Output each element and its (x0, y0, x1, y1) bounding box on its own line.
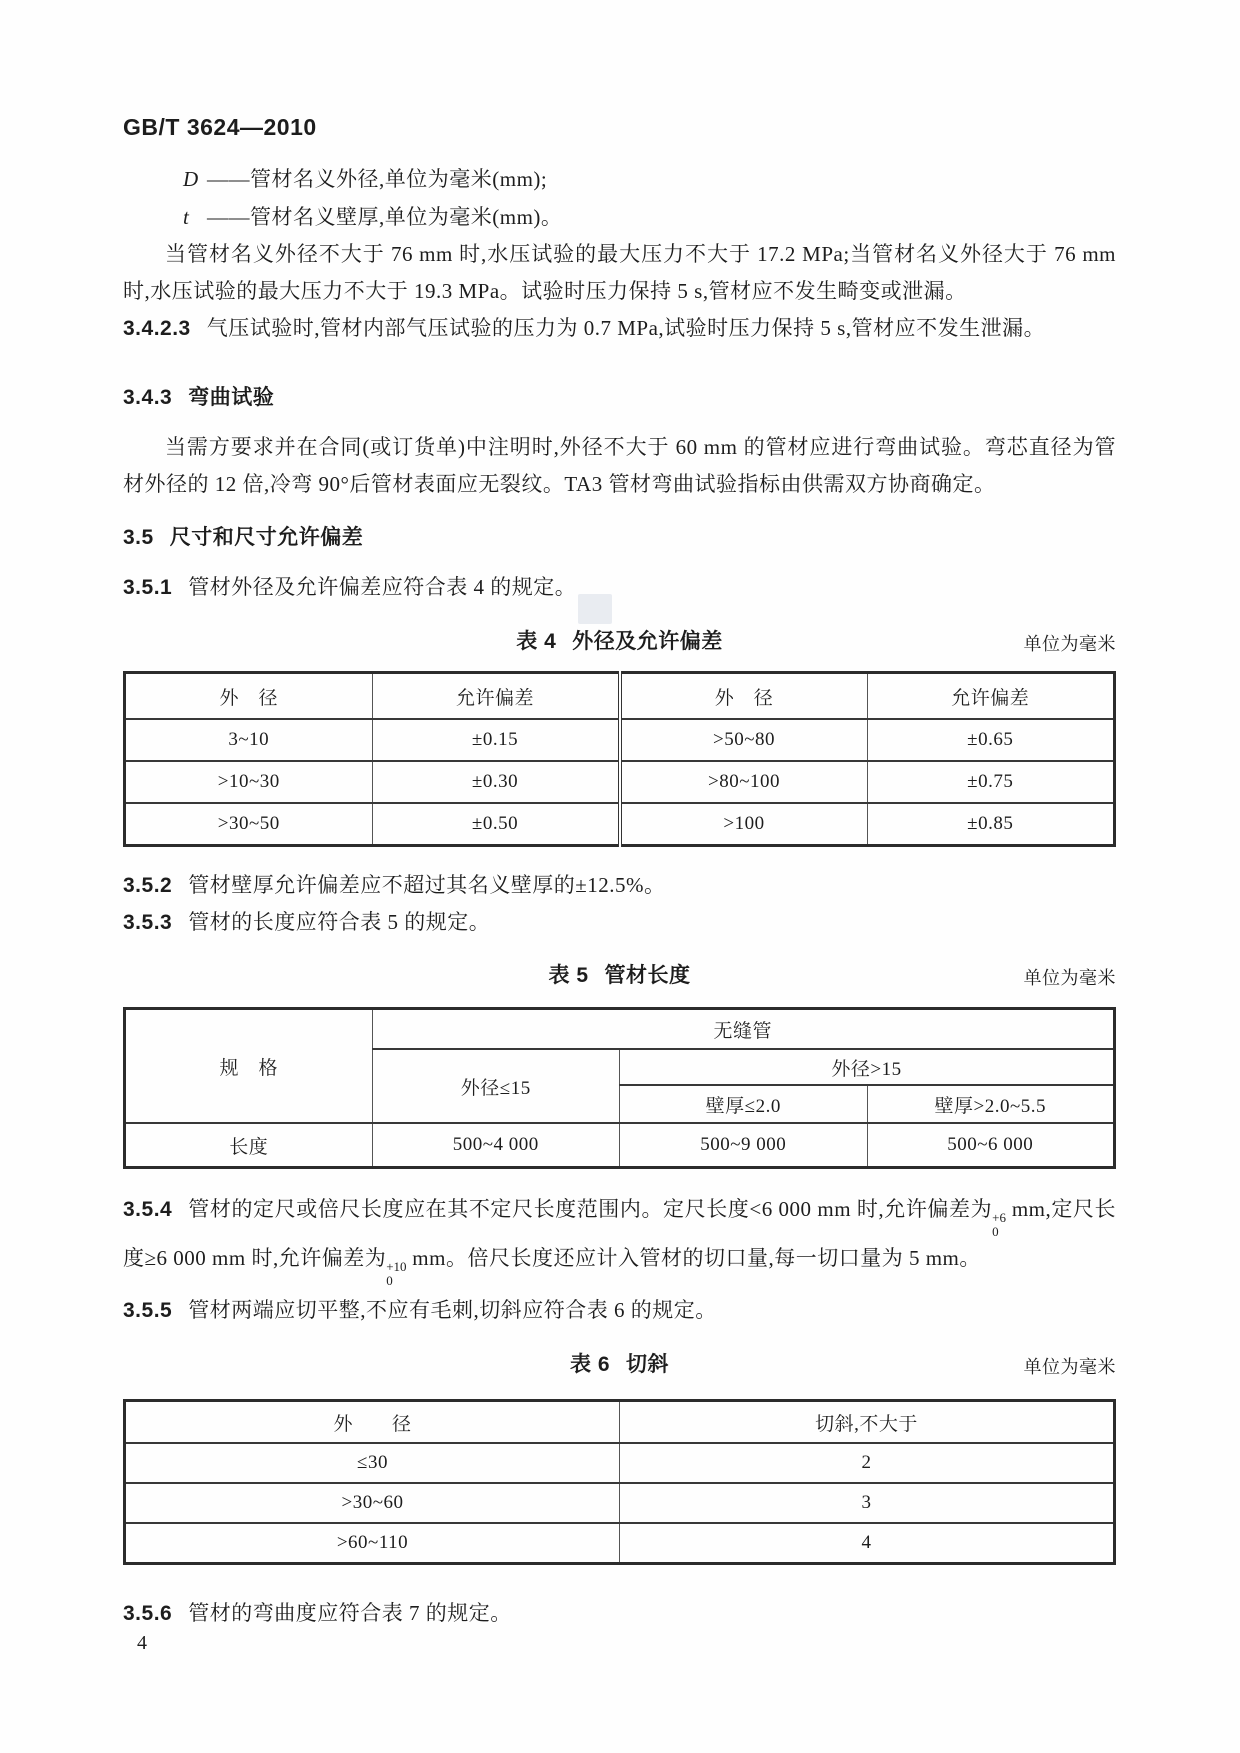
table-header-cell: 切斜,不大于 (620, 1401, 1115, 1444)
section-number: 3.4.2.3 (123, 317, 191, 340)
table-header-cell: 允许偏差 (867, 673, 1115, 720)
table-cell: 500~9 000 (620, 1123, 868, 1168)
table-4-title: 外径及允许偏差 (572, 630, 723, 653)
table-6-unit: 单位为毫米 (1023, 1357, 1116, 1378)
paragraph-hydro-test: 当管材名义外径不大于 76 mm 时,水压试验的最大压力不大于 17.2 MPa;当管材名义外径大于 76 mm 时,水压试验的最大压力不大于 19.3 MPa。试验时压力保持 5 s,管材应不发生畸变或泄漏。 (123, 242, 1116, 303)
section-number: 3.5.6 (123, 1602, 173, 1626)
table-cell: >50~80 (620, 719, 868, 761)
section-number: 3.5.2 (123, 874, 173, 897)
standard-number: GB/T 3624—2010 (123, 114, 317, 140)
tolerance-sup: +6 (992, 1210, 1007, 1225)
table-cell: ±0.50 (372, 803, 620, 846)
table-header-cell: 规 格 (125, 1009, 373, 1124)
table-header-cell: 无缝管 (372, 1009, 1115, 1050)
tolerance-sub: 0 (386, 1272, 393, 1288)
table-header-cell: 外 径 (620, 673, 868, 720)
table-row (125, 1483, 1115, 1523)
section-text: 管材壁厚允许偏差应不超过其名义壁厚的±12.5%。 (188, 873, 666, 897)
section-number: 3.5.5 (123, 1299, 173, 1323)
table-6-title: 切斜 (626, 1353, 669, 1377)
table-row (125, 1401, 1115, 1444)
table-row (125, 719, 1115, 761)
section-number: 3.5.4 (123, 1198, 173, 1221)
section-3-5-1 (123, 569, 1116, 606)
heading-3-5 (123, 519, 1116, 556)
table-cell: ±0.75 (867, 761, 1115, 803)
table-header-cell: 外 径 (125, 673, 373, 720)
heading-3-4-3 (123, 379, 1116, 416)
section-3-5-2 (123, 867, 1116, 904)
section-number: 3.4.3 (123, 386, 173, 409)
table-header-cell: 外径≤15 (372, 1049, 620, 1123)
table-cell: 4 (620, 1523, 1115, 1564)
table-cell: >30~50 (125, 803, 373, 846)
table-6-cut-slant (123, 1399, 1116, 1565)
section-number: 3.5 (123, 526, 154, 549)
section-number: 3.5.3 (123, 911, 173, 934)
tolerance-sup: +10 (386, 1258, 407, 1274)
table-cell: ±0.30 (372, 761, 620, 803)
table-cell: >30~60 (125, 1483, 620, 1523)
symbol-definitions (123, 160, 1116, 236)
table-5-caption (123, 957, 1116, 994)
definition-t-text: ——管材名义壁厚,单位为毫米(mm)。 (207, 205, 563, 229)
table-6-label: 表 6 (569, 1353, 610, 1377)
table-cell: ±0.65 (867, 719, 1115, 761)
table-4-outer-diameter-tolerance (123, 671, 1116, 847)
section-text: 管材的长度应符合表 5 的规定。 (188, 910, 491, 934)
section-3-5-3 (123, 904, 1116, 941)
section-3-4-2-3 (123, 310, 1116, 347)
table-cell: ±0.15 (372, 719, 620, 761)
table-row (125, 1009, 1115, 1050)
heading-title: 弯曲试验 (188, 386, 275, 409)
section-text: 管材的弯曲度应符合表 7 的规定。 (188, 1601, 512, 1626)
section-3-5-5 (123, 1292, 1116, 1329)
table-header-cell: 壁厚≤2.0 (620, 1085, 868, 1123)
tolerance-sub: 0 (992, 1224, 999, 1240)
symbol-t: t (183, 205, 190, 229)
section-text: 管材的定尺或倍尺长度应在其不定尺长度范围内。定尺长度<6 000 mm 时,允许偏差为 (188, 1197, 993, 1221)
table-cell: 500~4 000 (372, 1123, 620, 1168)
section-number: 3.5.1 (123, 576, 173, 599)
table-cell: 2 (620, 1443, 1115, 1483)
table-cell: ≤30 (125, 1443, 620, 1483)
table-row (125, 1443, 1115, 1483)
table-header-cell: 外 径 (125, 1401, 620, 1444)
table-5-unit: 单位为毫米 (1023, 968, 1116, 988)
table-cell: >100 (620, 803, 868, 846)
table-cell: >60~110 (125, 1523, 620, 1564)
table-row (125, 761, 1115, 803)
table-row (125, 1123, 1115, 1168)
definition-D (123, 160, 1116, 198)
table-6-caption (123, 1346, 1116, 1383)
table-header-cell: 允许偏差 (372, 673, 620, 720)
table-4-label: 表 4 (516, 630, 557, 653)
table-row (125, 673, 1115, 720)
definition-D-text: ——管材名义外径,单位为毫米(mm); (207, 167, 548, 191)
section-text: mm。倍尺长度还应计入管材的切口量,每一切口量为 5 mm。 (406, 1245, 981, 1270)
definition-t (123, 198, 1116, 236)
tolerance-plus6-0 (992, 1211, 1006, 1240)
page-number: 4 (137, 1632, 148, 1655)
scan-artifact (578, 594, 612, 624)
table-header-cell: 壁厚>2.0~5.5 (867, 1085, 1115, 1123)
table-5-title: 管材长度 (604, 964, 691, 987)
table-5-pipe-length (123, 1007, 1116, 1169)
section-text: 管材外径及允许偏差应符合表 4 的规定。 (188, 575, 577, 599)
table-cell: 3~10 (125, 719, 373, 761)
symbol-D: D (183, 167, 199, 191)
table-cell: 3 (620, 1483, 1115, 1523)
paragraph-bend-test: 当需方要求并在合同(或订货单)中注明时,外径不大于 60 mm 的管材应进行弯曲试验。弯芯直径为管材外径的 12 倍,冷弯 90°后管材表面应无裂纹。TA3 管材弯曲试验指标由供需双方协商确定。 (123, 435, 1116, 496)
section-3-5-4 (123, 1191, 1116, 1288)
section-text: 管材两端应切平整,不应有毛刺,切斜应符合表 6 的规定。 (188, 1298, 717, 1323)
table-5-label: 表 5 (548, 964, 589, 987)
table-header-cell: 外径>15 (620, 1049, 1115, 1085)
table-row (125, 803, 1115, 846)
section-text: 气压试验时,管材内部气压试验的压力为 0.7 MPa,试验时压力保持 5 s,管材应不发生泄漏。 (206, 316, 1046, 340)
section-text: mm,定尺长度≥6 000 mm 时,允许偏差为 (123, 1197, 1117, 1270)
heading-title: 尺寸和尺寸允许偏差 (169, 526, 364, 549)
table-cell: 500~6 000 (867, 1123, 1115, 1168)
table-cell: >80~100 (620, 761, 868, 803)
table-cell: >10~30 (125, 761, 373, 803)
table-cell: 长度 (125, 1123, 373, 1168)
section-3-5-6 (123, 1595, 1116, 1632)
table-4-caption (123, 623, 1116, 660)
tolerance-plus10-0 (386, 1260, 406, 1289)
table-4-unit: 单位为毫米 (1023, 634, 1116, 654)
table-row (125, 1523, 1115, 1564)
table-cell: ±0.85 (867, 803, 1115, 846)
